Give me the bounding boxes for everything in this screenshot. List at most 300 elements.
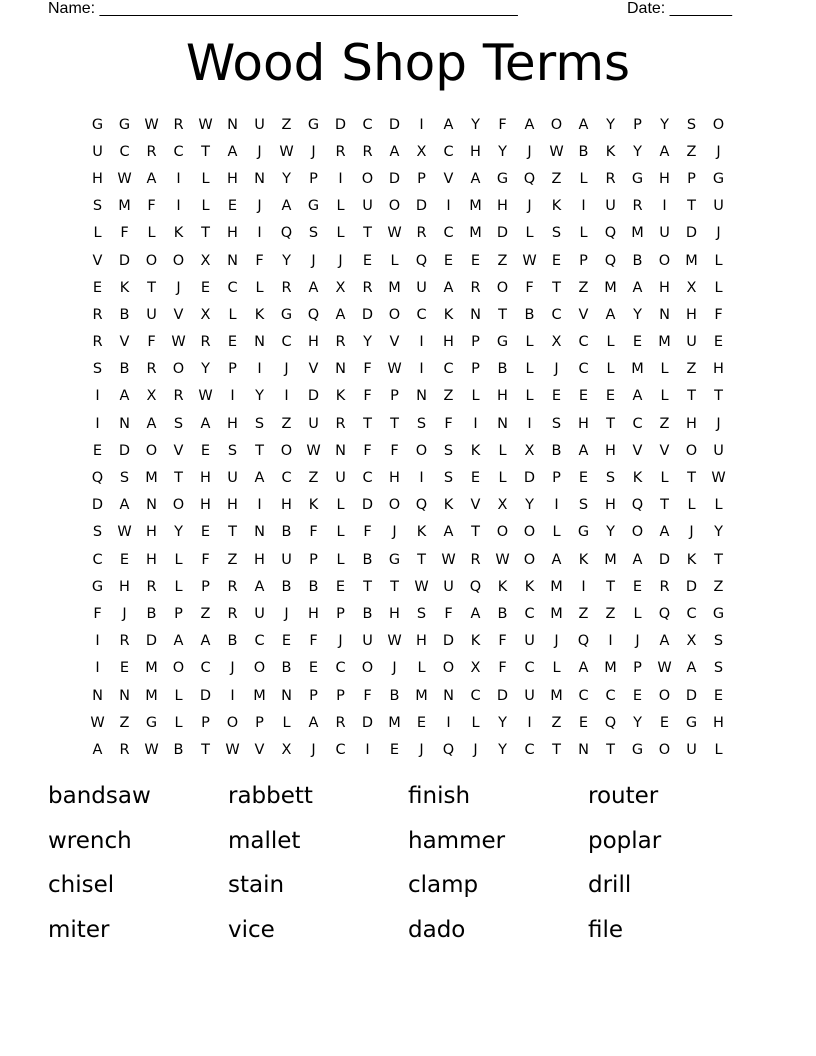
grid-letter: I xyxy=(581,198,586,215)
word-bank-item: vice xyxy=(228,916,275,943)
grid-letter: C xyxy=(605,687,616,704)
grid-letter: D xyxy=(415,198,428,215)
grid-letter: B xyxy=(497,605,508,622)
grid-letter: T xyxy=(687,470,696,487)
grid-letter: R xyxy=(146,361,157,378)
grid-letter: W xyxy=(171,334,186,351)
grid-letter: E xyxy=(605,388,616,405)
grid-letter: E xyxy=(281,633,292,650)
grid-letter: Z xyxy=(227,551,238,568)
grid-letter: L xyxy=(336,198,345,215)
grid-letter: H xyxy=(308,605,319,622)
grid-letter: F xyxy=(255,252,264,269)
grid-letter: O xyxy=(361,170,374,187)
grid-letter: K xyxy=(308,497,319,514)
grid-letter: Q xyxy=(307,306,320,323)
grid-letter: H xyxy=(470,143,481,160)
grid-letter: A xyxy=(659,143,670,160)
grid-letter: Z xyxy=(443,388,454,405)
grid-letter: L xyxy=(525,334,534,351)
grid-letter: E xyxy=(200,524,211,541)
grid-letter: F xyxy=(309,633,318,650)
grid-letter: E xyxy=(443,252,454,269)
grid-letter: K xyxy=(416,524,427,541)
grid-letter: H xyxy=(497,388,508,405)
grid-letter: L xyxy=(336,551,345,568)
word-bank-item: drill xyxy=(588,872,632,898)
grid-letter: B xyxy=(362,605,373,622)
grid-letter: A xyxy=(632,551,643,568)
word-bank-item: mallet xyxy=(228,827,301,854)
grid-letter: O xyxy=(631,524,644,541)
grid-letter: N xyxy=(335,361,346,378)
grid-letter: F xyxy=(498,660,507,677)
grid-letter: L xyxy=(147,225,156,242)
grid-letter: J xyxy=(419,741,424,758)
grid-letter: G xyxy=(496,334,509,351)
grid-letter: A xyxy=(119,388,130,405)
grid-letter: N xyxy=(578,741,589,758)
grid-letter: P xyxy=(309,170,318,187)
grid-letter: T xyxy=(201,143,210,160)
grid-letter: Z xyxy=(578,605,589,622)
grid-letter: X xyxy=(686,279,697,296)
grid-letter: L xyxy=(498,442,507,459)
grid-letter: T xyxy=(606,415,615,432)
grid-letter: P xyxy=(579,252,588,269)
grid-letter: E xyxy=(632,578,643,595)
grid-letter: X xyxy=(200,252,211,269)
grid-letter: R xyxy=(227,578,238,595)
grid-letter: N xyxy=(227,252,238,269)
grid-letter: G xyxy=(280,306,293,323)
grid-letter: L xyxy=(174,551,183,568)
grid-letter: D xyxy=(361,497,374,514)
grid-letter: D xyxy=(199,687,212,704)
grid-letter: D xyxy=(361,306,374,323)
grid-letter: I xyxy=(284,388,289,405)
grid-letter: H xyxy=(119,578,130,595)
grid-letter: E xyxy=(713,687,724,704)
grid-letter: T xyxy=(498,306,507,323)
grid-letter: T xyxy=(714,551,723,568)
grid-letter: R xyxy=(362,143,373,160)
grid-letter: I xyxy=(230,687,235,704)
grid-letter: L xyxy=(660,361,669,378)
grid-letter: E xyxy=(200,279,211,296)
grid-letter: W xyxy=(279,143,294,160)
grid-letter: Q xyxy=(523,170,536,187)
grid-letter: L xyxy=(498,470,507,487)
grid-letter: Y xyxy=(633,143,642,160)
grid-letter: K xyxy=(686,551,697,568)
word-bank-item: router xyxy=(588,783,659,809)
grid-letter: N xyxy=(443,687,454,704)
grid-letter: H xyxy=(146,524,157,541)
grid-letter: O xyxy=(361,660,374,677)
grid-letter: F xyxy=(498,633,507,650)
grid-letter: K xyxy=(524,578,535,595)
grid-letter: O xyxy=(253,660,266,677)
grid-letter: P xyxy=(471,334,480,351)
grid-letter: L xyxy=(525,225,534,242)
grid-letter: V xyxy=(470,497,481,514)
grid-letter: L xyxy=(525,388,534,405)
grid-letter: Y xyxy=(201,361,210,378)
grid-letter: D xyxy=(145,633,158,650)
grid-letter: D xyxy=(496,225,509,242)
grid-letter: O xyxy=(388,306,401,323)
grid-letter: Z xyxy=(659,415,670,432)
grid-letter: N xyxy=(227,116,238,133)
grid-letter: H xyxy=(200,497,211,514)
grid-letter: W xyxy=(414,578,429,595)
grid-letter: N xyxy=(281,687,292,704)
grid-letter: L xyxy=(201,198,210,215)
grid-letter: D xyxy=(523,470,536,487)
grid-letter: A xyxy=(173,633,184,650)
grid-letter: J xyxy=(392,660,397,677)
grid-letter: V xyxy=(119,334,130,351)
grid-letter: M xyxy=(388,714,401,731)
grid-letter: C xyxy=(551,306,562,323)
grid-letter: P xyxy=(255,714,264,731)
grid-letter: U xyxy=(227,470,238,487)
grid-letter: N xyxy=(92,687,103,704)
grid-letter: I xyxy=(554,497,559,514)
grid-letter: F xyxy=(363,442,372,459)
grid-letter: I xyxy=(446,198,451,215)
grid-letter: A xyxy=(578,660,589,677)
grid-letter: S xyxy=(92,361,103,378)
grid-letter: W xyxy=(198,116,213,133)
grid-letter: S xyxy=(551,225,562,242)
grid-letter: F xyxy=(444,605,453,622)
grid-letter: R xyxy=(470,279,481,296)
grid-letter: C xyxy=(92,551,103,568)
grid-letter: C xyxy=(632,415,643,432)
word-bank-item: finish xyxy=(408,783,471,809)
grid-letter: K xyxy=(173,225,184,242)
grid-letter: T xyxy=(174,470,183,487)
grid-letter: Q xyxy=(604,714,617,731)
grid-letter: U xyxy=(308,415,319,432)
grid-letter: M xyxy=(118,198,131,215)
grid-letter: U xyxy=(254,605,265,622)
grid-letter: I xyxy=(257,497,262,514)
grid-letter: O xyxy=(658,687,671,704)
grid-letter: W xyxy=(657,660,672,677)
grid-letter: T xyxy=(417,551,426,568)
grid-letter: L xyxy=(471,388,480,405)
grid-letter: S xyxy=(254,415,265,432)
grid-letter: M xyxy=(550,687,563,704)
grid-letter: R xyxy=(335,714,346,731)
grid-letter: E xyxy=(659,714,670,731)
grid-letter: U xyxy=(362,198,373,215)
grid-letter: H xyxy=(389,470,400,487)
grid-letter: M xyxy=(145,660,158,677)
grid-letter: F xyxy=(147,334,156,351)
grid-letter: S xyxy=(119,470,130,487)
grid-letter: T xyxy=(687,388,696,405)
grid-letter: R xyxy=(335,415,346,432)
word-bank-item: bandsaw xyxy=(48,783,151,809)
grid-letter: X xyxy=(470,660,481,677)
grid-letter: H xyxy=(254,551,265,568)
grid-letter: P xyxy=(336,605,345,622)
grid-letter: W xyxy=(441,551,456,568)
grid-letter: L xyxy=(201,170,210,187)
grid-letter: P xyxy=(390,388,399,405)
grid-letter: E xyxy=(551,388,562,405)
grid-letter: J xyxy=(527,198,532,215)
grid-letter: B xyxy=(119,361,130,378)
grid-letter: N xyxy=(659,306,670,323)
grid-letter: C xyxy=(443,143,454,160)
grid-letter: O xyxy=(172,252,185,269)
grid-letter: G xyxy=(91,116,104,133)
grid-letter: S xyxy=(308,225,319,242)
grid-letter: A xyxy=(146,170,157,187)
grid-letter: Z xyxy=(578,279,589,296)
grid-letter: D xyxy=(388,116,401,133)
grid-letter: N xyxy=(119,415,130,432)
grid-letter: O xyxy=(523,524,536,541)
grid-letter: Y xyxy=(471,116,480,133)
grid-letter: Y xyxy=(282,252,291,269)
grid-letter: Q xyxy=(415,252,428,269)
grid-letter: W xyxy=(711,470,726,487)
grid-letter: E xyxy=(227,198,238,215)
grid-letter: L xyxy=(714,252,723,269)
grid-letter: L xyxy=(606,361,615,378)
grid-letter: F xyxy=(201,551,210,568)
grid-letter: G xyxy=(577,524,590,541)
grid-letter: R xyxy=(92,306,103,323)
grid-letter: H xyxy=(227,497,238,514)
grid-letter: K xyxy=(470,442,481,459)
grid-letter: K xyxy=(605,143,616,160)
grid-letter: R xyxy=(416,225,427,242)
grid-letter: B xyxy=(146,605,157,622)
grid-letter: R xyxy=(146,578,157,595)
grid-letter: C xyxy=(443,225,454,242)
grid-letter: L xyxy=(174,578,183,595)
grid-letter: S xyxy=(578,497,589,514)
grid-letter: Y xyxy=(498,741,507,758)
grid-letter: F xyxy=(525,279,534,296)
word-bank-item: poplar xyxy=(588,827,662,854)
grid-letter: D xyxy=(685,578,698,595)
grid-letter: A xyxy=(308,714,319,731)
grid-letter: I xyxy=(257,361,262,378)
grid-letter: W xyxy=(306,442,321,459)
grid-letter: E xyxy=(578,388,589,405)
grid-letter: B xyxy=(632,252,643,269)
grid-letter: C xyxy=(335,660,346,677)
grid-letter: W xyxy=(117,170,132,187)
grid-letter: C xyxy=(578,334,589,351)
grid-letter: C xyxy=(524,660,535,677)
grid-letter: A xyxy=(605,306,616,323)
grid-letter: P xyxy=(201,714,210,731)
grid-letter: H xyxy=(443,334,454,351)
grid-letter: J xyxy=(122,605,127,622)
grid-letter: I xyxy=(419,470,424,487)
grid-letter: J xyxy=(338,252,343,269)
grid-letter: E xyxy=(470,252,481,269)
grid-letter: K xyxy=(551,198,562,215)
grid-letter: B xyxy=(281,578,292,595)
grid-letter: A xyxy=(443,279,454,296)
grid-letter: B xyxy=(173,741,184,758)
grid-letter: O xyxy=(145,252,158,269)
grid-letter: P xyxy=(687,170,696,187)
grid-letter: R xyxy=(281,279,292,296)
grid-letter: U xyxy=(713,198,724,215)
grid-letter: Y xyxy=(606,524,615,541)
grid-letter: B xyxy=(308,578,319,595)
grid-letter: R xyxy=(227,605,238,622)
grid-letter: F xyxy=(363,524,372,541)
grid-letter: E xyxy=(470,470,481,487)
grid-letter: L xyxy=(579,170,588,187)
grid-letter: Z xyxy=(119,714,130,731)
word-bank-item: clamp xyxy=(408,872,479,898)
grid-letter: V xyxy=(632,442,643,459)
grid-letter: G xyxy=(496,170,509,187)
grid-letter: L xyxy=(336,524,345,541)
grid-letter: A xyxy=(659,524,670,541)
grid-letter: S xyxy=(173,415,184,432)
grid-letter: M xyxy=(388,279,401,296)
grid-letter: H xyxy=(686,415,697,432)
grid-letter: H xyxy=(713,361,724,378)
grid-letter: J xyxy=(176,279,181,296)
grid-letter: T xyxy=(687,198,696,215)
grid-letter: Z xyxy=(281,116,292,133)
grid-letter: P xyxy=(309,551,318,568)
grid-letter: F xyxy=(444,415,453,432)
grid-letter: T xyxy=(201,741,210,758)
grid-letter: H xyxy=(605,497,616,514)
grid-letter: X xyxy=(497,497,508,514)
grid-letter: U xyxy=(443,578,454,595)
grid-letter: T xyxy=(606,741,615,758)
grid-letter: I xyxy=(176,170,181,187)
grid-letter: G xyxy=(712,170,725,187)
grid-letter: A xyxy=(659,633,670,650)
grid-letter: V xyxy=(389,334,400,351)
grid-letter: L xyxy=(552,660,561,677)
grid-letter: C xyxy=(524,741,535,758)
grid-letter: Y xyxy=(660,116,669,133)
grid-letter: E xyxy=(335,578,346,595)
page-title: Wood Shop Terms xyxy=(185,34,631,92)
grid-letter: L xyxy=(336,497,345,514)
grid-letter: R xyxy=(173,116,184,133)
grid-letter: S xyxy=(227,442,238,459)
grid-letter: P xyxy=(417,170,426,187)
grid-letter: O xyxy=(172,361,185,378)
grid-letter: O xyxy=(523,551,536,568)
grid-letter: A xyxy=(146,415,157,432)
grid-letter: H xyxy=(713,714,724,731)
grid-letter: R xyxy=(200,334,211,351)
grid-letter: R xyxy=(632,198,643,215)
grid-letter: V xyxy=(173,442,184,459)
grid-letter: M xyxy=(469,198,482,215)
grid-letter: T xyxy=(606,578,615,595)
grid-letter: F xyxy=(363,687,372,704)
grid-letter: W xyxy=(225,741,240,758)
grid-letter: Y xyxy=(255,388,264,405)
grid-letter: H xyxy=(659,279,670,296)
grid-letter: E xyxy=(227,334,238,351)
grid-letter: N xyxy=(416,388,427,405)
grid-letter: C xyxy=(227,279,238,296)
grid-letter: Q xyxy=(658,605,671,622)
grid-letter: T xyxy=(552,741,561,758)
grid-letter: C xyxy=(470,687,481,704)
grid-letter: H xyxy=(416,633,427,650)
grid-letter: M xyxy=(415,687,428,704)
grid-letter: J xyxy=(554,633,559,650)
grid-letter: W xyxy=(144,116,159,133)
grid-letter: I xyxy=(95,633,100,650)
grid-letter: Z xyxy=(200,605,211,622)
grid-letter: P xyxy=(201,578,210,595)
grid-letter: J xyxy=(473,741,478,758)
grid-letter: T xyxy=(471,524,480,541)
grid-letter: A xyxy=(308,279,319,296)
grid-letter: D xyxy=(361,714,374,731)
grid-letter: O xyxy=(388,198,401,215)
grid-letter: V xyxy=(92,252,103,269)
grid-letter: A xyxy=(470,605,481,622)
word-bank-item: stain xyxy=(228,872,285,898)
grid-letter: K xyxy=(335,388,346,405)
grid-letter: I xyxy=(95,415,100,432)
grid-letter: L xyxy=(687,497,696,514)
grid-letter: D xyxy=(685,687,698,704)
grid-letter: H xyxy=(659,170,670,187)
grid-letter: J xyxy=(257,198,262,215)
grid-letter: H xyxy=(389,605,400,622)
grid-letter: D xyxy=(442,633,455,650)
grid-letter: A xyxy=(578,442,589,459)
grid-letter: K xyxy=(119,279,130,296)
grid-letter: U xyxy=(524,687,535,704)
grid-letter: F xyxy=(714,306,723,323)
grid-letter: M xyxy=(658,334,671,351)
header-line xyxy=(48,0,748,19)
grid-letter: A xyxy=(227,143,238,160)
grid-letter: A xyxy=(524,116,535,133)
grid-letter: U xyxy=(686,741,697,758)
grid-letter: U xyxy=(686,334,697,351)
grid-letter: L xyxy=(174,714,183,731)
grid-letter: I xyxy=(338,170,343,187)
grid-letter: F xyxy=(93,605,102,622)
name-field-label: Name: _______________________________________________ xyxy=(48,0,518,17)
grid-letter: L xyxy=(174,687,183,704)
grid-letter: L xyxy=(228,306,237,323)
grid-letter: E xyxy=(119,551,130,568)
grid-letter: I xyxy=(662,198,667,215)
grid-letter: C xyxy=(362,470,373,487)
